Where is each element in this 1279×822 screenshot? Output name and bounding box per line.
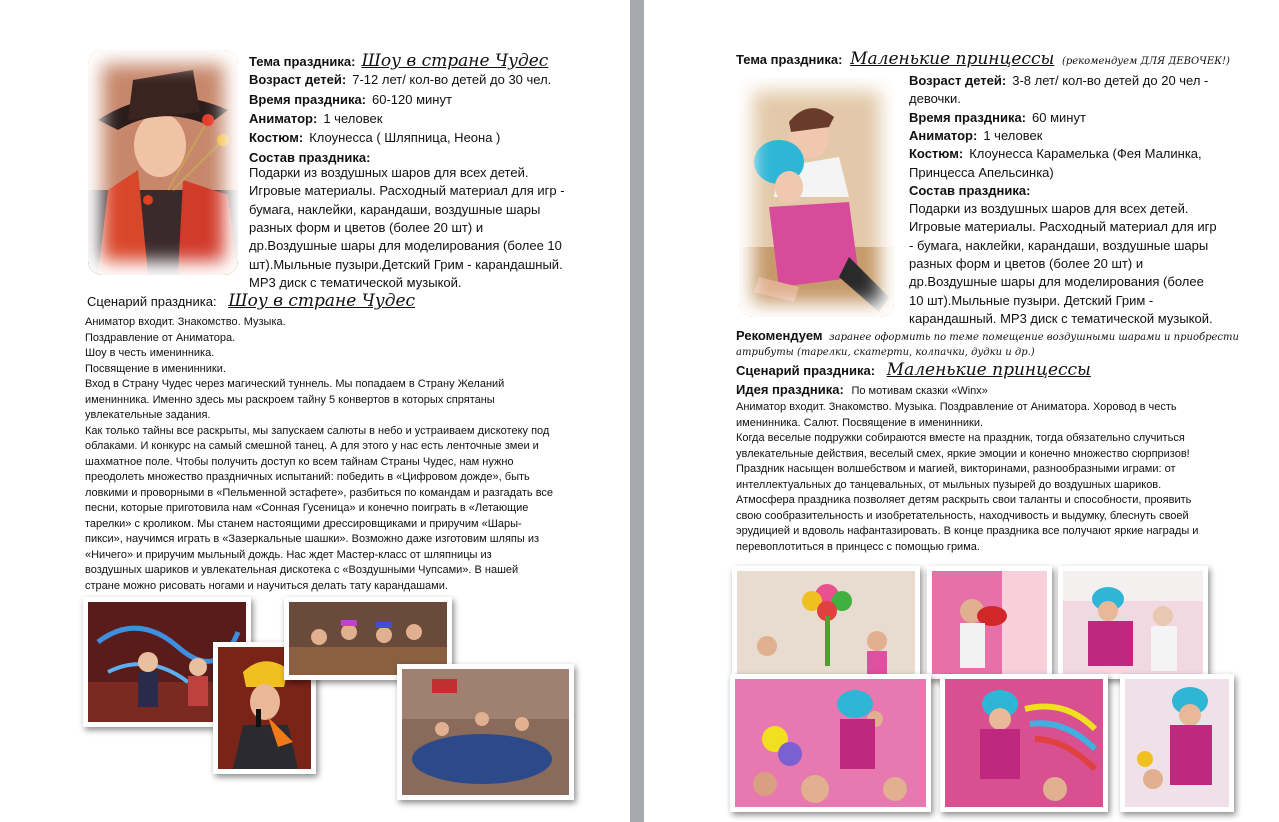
left-info-line: [249, 110, 382, 128]
info-label: Время праздника:: [249, 91, 367, 107]
right-theme-line: [736, 50, 1230, 71]
left-scenario-line: именинника. Именно здесь мы раскроем тайну 5 конвертов в которых спрятаны: [85, 393, 495, 406]
photo-flower-balloons: [732, 566, 920, 679]
left-info-line: [249, 129, 500, 147]
right-info-line: [909, 164, 1054, 182]
left-info-line: [249, 52, 548, 71]
info-label: Аниматор:: [909, 127, 978, 143]
info-label: Возраст детей:: [249, 72, 347, 88]
left-info-line: [249, 91, 452, 109]
left-composition-line: Игровые материалы. Расходный материал для игр -: [249, 183, 565, 199]
photo-balloon-twisting: [940, 674, 1108, 812]
right-scenario-line: Аниматор входит. Знакомство. Музыка. Поздравление от Аниматора. Хоровод в честь: [736, 401, 1177, 413]
photo-girl-fan: [927, 566, 1052, 679]
info-value: 60 минут: [1032, 109, 1086, 125]
right-scenario-heading: [736, 361, 1091, 380]
info-label: Аниматор:: [249, 110, 318, 126]
left-scenario-line: «Ничего» и приручим мыльный дождь. Нас ждет Мастер-класс от шляпницы из: [85, 548, 492, 561]
left-scenario-line: тарелки» с кроликом. Мы станем настоящими дрессировщиками и приручим «Шары-: [85, 517, 522, 530]
info-value: 60-120 минут: [372, 91, 452, 107]
left-scenario-line: Поздравление от Аниматора.: [85, 331, 236, 344]
left-composition-line: шт).Мыльные пузыри.Детский Грим - карандашный.: [249, 256, 563, 272]
left-scenario-title: Шоу в стране Чудес: [228, 291, 416, 311]
info-value: 1 человек: [983, 127, 1043, 143]
left-scenario-line: Шоу в честь именинника.: [85, 347, 215, 359]
right-idea-label: Идея праздника:: [736, 382, 844, 397]
info-value: Клоунесса Карамелька (Фея Малинка,: [969, 146, 1202, 162]
right-scenario-line: Атмосфера праздника позволяет детям раскрыть свои таланты и способности, проявить: [736, 494, 1192, 506]
left-scenario-line: Вход в Страну Чудес через магический туннель. Мы попадаем в Страну Желаний: [85, 378, 505, 390]
right-idea-line: [736, 381, 988, 400]
left-scenario-line: Аниматор входит. Знакомство. Музыка.: [85, 316, 286, 328]
right-page: [644, 0, 1279, 822]
right-composition-line: др.Воздушные шары для моделирования (более: [909, 274, 1204, 290]
right-info-line: [909, 182, 1036, 200]
left-composition-line: МР3 диск с тематической музыкой.: [249, 274, 462, 290]
right-scenario-line: Когда веселые подружки собираются вместе на праздник, тогда обязательно случиться: [736, 432, 1185, 444]
right-composition-line: - бумага, наклейки, карандаши, воздушные шары: [909, 237, 1209, 253]
right-composition-line: Подарки из воздушных шаров для всех детей.: [909, 201, 1189, 216]
info-label: Состав праздника:: [249, 149, 371, 165]
photo-face-painting: [1058, 566, 1208, 679]
left-scenario-line: увлекательные задания.: [85, 409, 211, 421]
left-scenario-heading: [87, 292, 415, 311]
info-label: Состав праздника:: [909, 182, 1031, 198]
right-idea-value: По мотивам сказки «Winx»: [851, 385, 988, 397]
left-scenario-label: Сценарий праздника:: [87, 294, 217, 309]
right-scenario-label: Сценарий праздника:: [736, 363, 876, 378]
right-theme-note: (рекомендуем ДЛЯ ДЕВОЧЕК!): [1061, 56, 1230, 67]
portrait-photo-fairy: [739, 77, 894, 317]
left-scenario-line: Посвящение в именинники.: [85, 362, 226, 375]
info-label: Тема праздника:: [249, 54, 356, 69]
info-value: 1 человек: [323, 110, 383, 126]
right-theme-value: Маленькие принцессы: [850, 49, 1055, 69]
info-value: девочки.: [909, 91, 961, 107]
info-label: Костюм:: [249, 130, 304, 146]
right-composition-line: 10 шт).Мыльные пузыри. Детский Грим -: [909, 292, 1154, 308]
left-composition-line: др.Воздушные шары для моделирования (более 10: [249, 238, 562, 254]
right-info-line: [909, 72, 1208, 90]
right-info-line: [909, 90, 961, 108]
info-value: 7-12 лет/ кол-во детей до 30 чел.: [352, 72, 552, 88]
left-scenario-line: Как только тайны все раскрыты, мы запускаем салюты в небо и устраиваем дискотеку под: [85, 424, 550, 437]
photo-balloon-crowd: [730, 674, 931, 812]
right-info-line: [909, 145, 1202, 163]
right-info-line: [909, 127, 1042, 145]
left-scenario-line: преодолеть множество праздничных испытаний: победить в «Цифровом дожде», быть: [85, 471, 530, 483]
left-page: [0, 0, 630, 822]
right-scenario-line: свою сообразительность и изобретательность, находчивость и выдумку, блеснуть своей: [736, 509, 1189, 522]
left-composition-line: Подарки из воздушных шаров для всех детей.: [249, 165, 529, 180]
info-label: Время праздника:: [909, 109, 1027, 125]
left-composition-line: разных форм и цветов (более 20 шт) и: [249, 219, 484, 235]
info-value: Шоу в стране Чудес: [361, 51, 549, 71]
right-recommend-label: Рекомендуем: [736, 328, 823, 343]
right-recommend-text-2: атрибуты (тарелки, скатерти, колпачки, дудки и др.): [736, 347, 1035, 358]
right-composition-line: Игровые материалы. Расходный материал для игр: [909, 219, 1217, 235]
right-composition-line: разных форм и цветов (более 20 шт) и: [909, 255, 1144, 271]
info-value: Клоунесса ( Шляпница, Неона ): [309, 130, 501, 146]
info-value: Принцесса Апельсинка): [909, 164, 1054, 180]
right-scenario-line: увлекательные действия, веселый смех, яркие эмоции и конечно множество сюрпризов!: [736, 447, 1190, 460]
portrait-photo-hatter: [88, 50, 238, 275]
info-value: 3-8 лет/ кол-во детей до 20 чел -: [1012, 73, 1209, 88]
left-scenario-line: пикси», научимся играть в «Зазеркальные шашки». Возможно даже изготовим шляпы из: [85, 533, 540, 545]
right-recommend-line-2: [736, 342, 1035, 362]
right-theme-label: Тема праздника:: [736, 52, 843, 67]
right-recommend-text-1: заранее оформить по теме помещение воздушными шарами и приобрести: [829, 332, 1239, 343]
left-scenario-line: шахматное поле. Чтобы получить доступ ко всем тайнам Страны Чудес, нам нужно: [85, 455, 514, 468]
left-scenario-line: ловкими и проворными в «Пельменной эстафете», разбиться по командам и разгадать все: [85, 486, 554, 499]
right-scenario-title: Маленькие принцессы: [886, 360, 1091, 380]
photo-parachute-game: [397, 664, 574, 800]
photo-fairy-with-kids: [1120, 674, 1234, 812]
right-scenario-line: перевоплотиться в принцесс с помощью грима.: [736, 540, 980, 553]
right-scenario-line: именинника. Салют. Посвящение в именинники.: [736, 416, 984, 429]
info-label: Костюм:: [909, 146, 964, 162]
right-info-line: [909, 109, 1086, 127]
left-info-line: [249, 71, 551, 89]
right-scenario-line: эрудицией и вдоволь нафантазировать. В конце праздника все получают яркие награды и: [736, 525, 1199, 537]
left-scenario-line: песни, которые приготовила нам «Сонная Гусеница» и конечно поиграть в «Летающие: [85, 502, 529, 514]
left-scenario-line: облаками. И конкурс на самый смешной танец. А для этого у нас есть ленточные змеи и: [85, 440, 539, 452]
left-scenario-line: стране можно рисовать ногами и научиться делать тату карандашами.: [85, 579, 448, 592]
right-composition-line: карандашный. МР3 диск с тематической музыкой.: [909, 310, 1213, 326]
right-scenario-line: интеллектуальных до танцевальных, от мыльных пузырей до воздушных шариков.: [736, 478, 1162, 491]
left-scenario-line: воздушных шариков и увлекательная дискотека с «Воздушными Чупсами». В нашей: [85, 564, 519, 576]
info-label: Возраст детей:: [909, 73, 1007, 88]
left-composition-line: бумага, наклейки, карандаши, воздушные шары: [249, 201, 541, 217]
right-scenario-line: Праздник насыщен волшебством и магией, викторинами, разнообразными играми: от: [736, 463, 1176, 475]
